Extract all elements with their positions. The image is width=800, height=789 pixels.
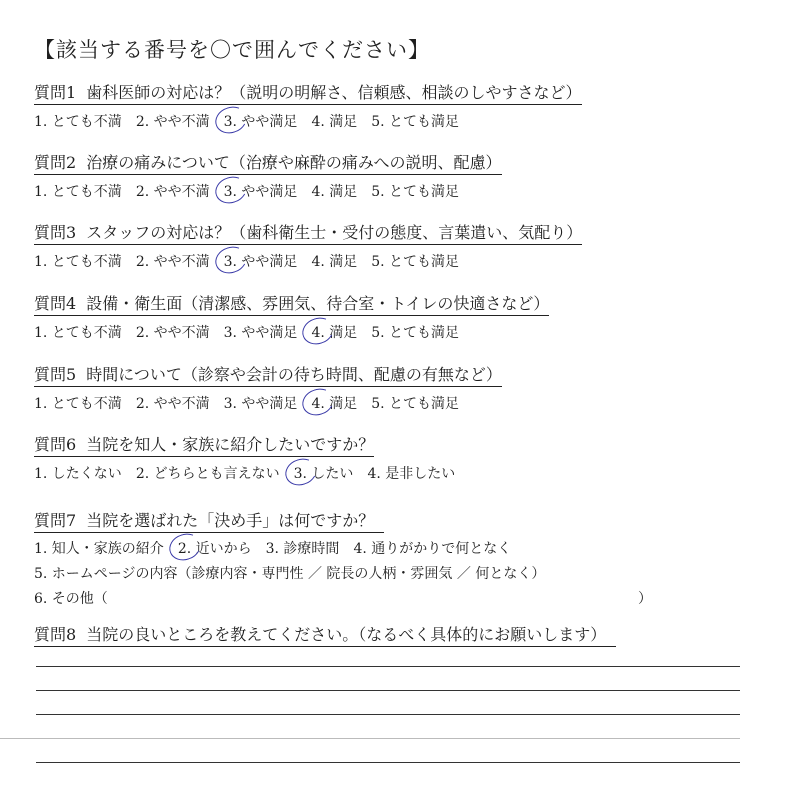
answer-options [34,393,502,413]
selection-circle [211,242,250,277]
answer-option[interactable]: 4. 満足 [311,184,358,200]
q7-other-label: 6. その他（ [34,591,108,607]
question-4 [34,291,549,342]
answer-line[interactable] [36,762,740,763]
answer-option[interactable]: 5. とても満足 [371,396,460,412]
answer-option[interactable]: 4. 是非したい [367,466,456,482]
question-number: 質問6 [34,435,77,454]
answer-options [34,181,502,201]
question-number: 質問8 [34,625,77,644]
selection-circle [211,102,250,137]
answer-option[interactable]: 4. 満足 [311,393,357,413]
selection-circle [299,313,338,348]
answer-option[interactable]: 3. やや満足 [224,181,298,201]
question-title [34,80,582,105]
question-text: 設備・衛生面（清潔感、雰囲気、待合室・トイレの快適さなど） [86,294,550,313]
question-5 [34,362,502,413]
answer-options [34,111,582,131]
question-7 [34,508,652,608]
question-title [34,362,502,387]
answer-options [34,463,469,483]
q7-other-close: ） [638,591,652,607]
answer-line[interactable] [36,714,740,715]
answer-line[interactable] [36,666,740,667]
question-title [34,508,384,533]
question-text: 当院を知人・家族に紹介したいですか？ [86,435,375,454]
question-text: 歯科医師の対応は？（説明の明解さ、信頼感、相談のしやすさなど） [86,83,582,102]
question-text: スタッフの対応は？（歯科衛生士・受付の態度、言葉遣い、気配り） [86,223,583,242]
question-title [34,622,616,647]
answer-option[interactable]: 2. どちらとも言えない [135,466,280,482]
answer-option[interactable]: 1. とても不満 [34,114,122,130]
answer-option[interactable]: 1. とても不満 [34,325,122,341]
question-1 [34,80,582,131]
answer-option[interactable]: 4. 満足 [311,114,358,130]
answer-option[interactable]: 2. やや不満 [135,254,210,270]
question-2 [34,150,502,201]
answer-option[interactable]: 1. とても不満 [34,254,122,270]
answer-option[interactable]: 3. やや満足 [224,251,298,271]
question-number: 質問4 [34,294,77,313]
question-number: 質問1 [34,83,77,102]
answer-option[interactable]: 3. やや満足 [223,396,298,412]
answer-line[interactable] [36,690,740,691]
answer-option[interactable]: 1. とても不満 [34,396,122,412]
question-title [34,220,582,245]
question-text: 当院の良いところを教えてください。（なるべく具体的にお願いします） [86,625,607,644]
question-3 [34,220,582,271]
answer-option[interactable]: 2. やや不満 [135,396,210,412]
answer-option[interactable]: 3. 診療時間 [265,541,340,557]
answer-option[interactable]: 4. 満足 [311,322,357,342]
answer-option[interactable]: 2. やや不満 [135,184,210,200]
question-8 [34,622,616,647]
answer-option[interactable]: 5. とても満足 [371,184,460,200]
question-title [34,291,549,316]
answer-options [34,251,582,271]
q7-options-line1 [34,538,545,558]
question-text: 治療の痛みについて（治療や麻酔の痛みへの説明、配慮） [86,153,502,172]
answer-option[interactable]: 1. とても不満 [34,184,122,200]
question-text: 時間について（診察や会計の待ち時間、配慮の有無など） [86,365,502,384]
answer-option[interactable]: 5. とても満足 [371,254,460,270]
page-heading: 【該当する番号を〇で囲んでください】 [34,38,430,62]
question-number: 質問2 [34,153,77,172]
q7-options-line2[interactable]: 5. ホームページの内容（診療内容・専門性 ／ 院長の人柄・雰囲気 ／ 何となく） [34,566,546,582]
answer-option[interactable]: 2. やや不満 [135,325,210,341]
question-title [34,432,374,457]
answer-option[interactable]: 3. やや満足 [223,325,298,341]
answer-option[interactable]: 2. 近いから [178,538,252,558]
question-number: 質問7 [34,511,77,530]
question-title [34,150,502,175]
answer-option[interactable]: 3. やや満足 [224,111,298,131]
answer-option[interactable]: 5. とても満足 [371,325,460,341]
question-text: 当院を選ばれた「決め手」は何ですか？ [86,511,375,530]
answer-option[interactable]: 2. やや不満 [135,114,210,130]
answer-option[interactable]: 5. とても満足 [371,114,460,130]
answer-option[interactable]: 4. 満足 [311,254,358,270]
selection-circle [165,529,204,564]
question-number: 質問3 [34,223,77,242]
divider [0,738,740,739]
answer-option[interactable]: 4. 通りがかりで何となく [353,541,512,557]
q7-options-line3[interactable] [34,588,652,608]
question-6 [34,432,469,483]
selection-circle [211,172,250,207]
answer-option[interactable]: 1. 知人・家族の紹介 [34,541,164,557]
selection-circle [299,384,338,419]
answer-option[interactable]: 3. したい [294,463,354,483]
answer-options [34,322,549,342]
selection-circle [281,454,320,489]
question-number: 質問5 [34,365,77,384]
answer-option[interactable]: 1. したくない [34,466,122,482]
